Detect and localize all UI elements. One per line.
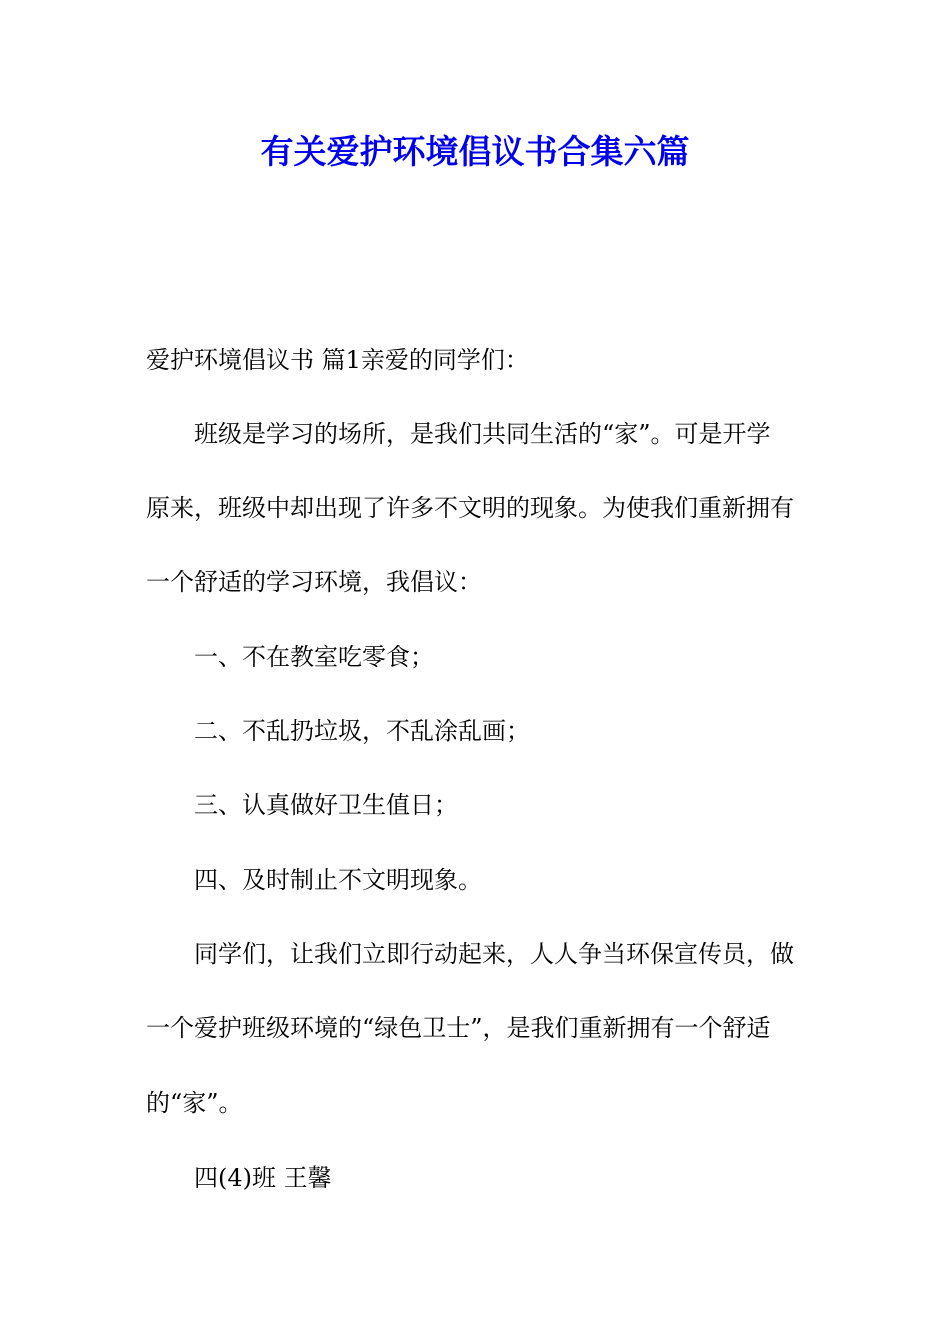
- list-item: 四、及时制止不文明现象。: [194, 866, 482, 894]
- document-title: 有关爱护环境倡议书合集六篇: [260, 132, 690, 171]
- list-item: 一、不在教室吃零食；: [194, 643, 434, 671]
- paragraph-line: 的“家”。: [146, 1089, 243, 1117]
- paragraph-line: 同学们，让我们立即行动起来，人人争当环保宣传员，做: [194, 940, 794, 968]
- paragraph-line: 班级是学习的场所，是我们共同生活的“家”。可是开学: [194, 420, 771, 448]
- paragraph-line: 一个爱护班级环境的“绿色卫士”，是我们重新拥有一个舒适: [146, 1014, 771, 1042]
- paragraph-line: 一个舒适的学习环境，我倡议：: [146, 568, 482, 596]
- list-item: 二、不乱扔垃圾，不乱涂乱画；: [194, 717, 530, 745]
- signature-line: 四(4)班 王馨: [194, 1164, 332, 1192]
- paragraph-line: 原来，班级中却出现了许多不文明的现象。为使我们重新拥有: [146, 494, 794, 522]
- section-heading-line: 爱护环境倡议书 篇1亲爱的同学们：: [146, 346, 529, 374]
- list-item: 三、认真做好卫生值日；: [194, 791, 458, 819]
